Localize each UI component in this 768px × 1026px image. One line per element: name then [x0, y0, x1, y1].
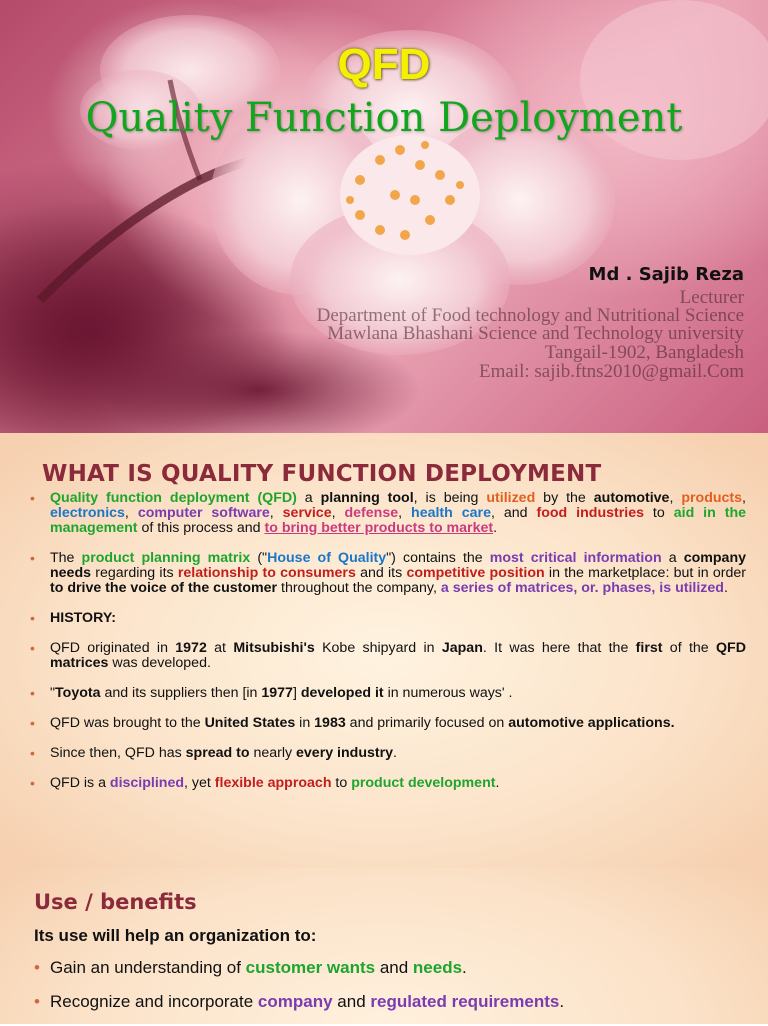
text: . It was here that the [482, 640, 636, 656]
highlight-text: product planning matrix [81, 550, 251, 566]
text: , yet [184, 775, 215, 791]
text: QFD originated in [50, 640, 176, 656]
list-item [30, 776, 746, 791]
text: The [50, 550, 82, 566]
text: of this process and [137, 520, 265, 536]
slide-subtitle: Quality Function Deployment [85, 95, 683, 141]
bold-text: 1983 [314, 715, 346, 731]
text: . [559, 992, 565, 1011]
text: of the [662, 640, 717, 656]
highlight-text: needs [412, 958, 463, 977]
text: nearly [249, 745, 297, 761]
text: in [295, 715, 315, 731]
text: QFD was brought to the [50, 715, 205, 731]
highlight-text: service [282, 505, 332, 521]
text: and its [355, 565, 407, 581]
text: . [493, 520, 498, 536]
text: at [206, 640, 234, 656]
list-item [30, 611, 746, 626]
text: , [669, 490, 682, 506]
text: by the [535, 490, 594, 506]
text: was developed. [108, 655, 211, 671]
lead-text: Its use will help an organization to: [34, 926, 317, 945]
text: a [661, 550, 684, 566]
text: (" [250, 550, 268, 566]
bold-text: developed it [300, 685, 384, 701]
list-item [30, 551, 746, 596]
text: Since then, QFD has [50, 745, 186, 761]
text: to [331, 775, 352, 791]
text: , [742, 490, 746, 506]
bold-text: QFD matrices [50, 640, 746, 671]
list-item [34, 992, 754, 1012]
author-name: Md . Sajib Reza [588, 264, 744, 285]
title-slide [0, 0, 768, 433]
bold-text: planning tool [320, 490, 414, 506]
definition-slide [0, 433, 768, 868]
highlight-text: most critical information [489, 550, 662, 566]
bold-text: spread to [185, 745, 250, 761]
text: ") contains the [386, 550, 490, 566]
highlight-text: a series of matrices, or. phases, is utilized [440, 580, 724, 596]
highlight-text: company [257, 992, 333, 1011]
text: Kobe shipyard in [314, 640, 442, 656]
highlight-text: disciplined [109, 775, 185, 791]
benefits-slide [0, 868, 768, 1024]
text: to [643, 505, 674, 521]
highlight-text: defense [344, 505, 399, 521]
highlight-text: product development [351, 775, 496, 791]
bullet-list [34, 958, 754, 1026]
slide-heading: WHAT IS QUALITY FUNCTION DEPLOYMENT [42, 461, 602, 487]
author-position: Lecturer [679, 287, 744, 308]
highlight-text: to bring better products to market [264, 520, 494, 536]
text: regarding its [91, 565, 178, 581]
author-department: Department of Food technology and Nutritional Science [316, 305, 744, 326]
text: . [723, 580, 728, 596]
text: Gain an understanding of [50, 958, 246, 977]
highlight-text: relationship to consumers [177, 565, 356, 581]
list-item [30, 491, 746, 536]
text: and its suppliers then [in [100, 685, 262, 701]
slide-heading: Use / benefits [34, 890, 197, 914]
highlight-text: flexible approach [214, 775, 332, 791]
text: , [269, 505, 283, 521]
bold-text: automotive [593, 490, 670, 506]
list-item [30, 641, 746, 671]
list-item [34, 958, 754, 978]
highlight-text: Quality function deployment (QFD) [50, 490, 297, 506]
author-address: Tangail-1902, Bangladesh [544, 342, 744, 363]
bold-text: to drive the voice of the customer [50, 580, 278, 596]
text: and [375, 958, 413, 977]
list-item [30, 686, 746, 701]
bold-text: Mitsubishi's [233, 640, 315, 656]
author-university: Mawlana Bhashani Science and Technology university [327, 323, 744, 344]
bold-text: United States [204, 715, 296, 731]
slide-title: QFD [337, 40, 431, 89]
highlight-text: House of Quality [267, 550, 387, 566]
highlight-text: aid in the management [50, 505, 747, 536]
highlight-text: products [681, 490, 743, 506]
bold-text: Japan [441, 640, 483, 656]
author-email: Email: sajib.ftns2010@gmail.Com [478, 361, 744, 382]
highlight-text: electronics [50, 505, 125, 521]
bold-text: first [635, 640, 663, 656]
bold-text: company needs [50, 550, 747, 581]
bold-text: 1977 [261, 685, 293, 701]
text: . [393, 745, 397, 761]
list-item [30, 716, 746, 731]
bold-text: HISTORY: [50, 610, 116, 626]
bold-text: automotive applications. [508, 715, 675, 731]
list-item [30, 746, 746, 761]
text: , is being [413, 490, 487, 506]
highlight-text: food industries [536, 505, 644, 521]
text: " [50, 685, 56, 701]
highlight-text: utilized [486, 490, 536, 506]
highlight-text: customer wants [245, 958, 376, 977]
text: , and [490, 505, 537, 521]
highlight-text: computer software [137, 505, 270, 521]
text: and [332, 992, 371, 1011]
text: , [331, 505, 345, 521]
bold-text: every industry [296, 745, 394, 761]
text: in numerous ways' . [383, 685, 513, 701]
text: , [124, 505, 138, 521]
text: Recognize and incorporate [50, 992, 258, 1011]
text: . [462, 958, 467, 977]
text: , [398, 505, 412, 521]
text: in the marketplace: but in order [544, 565, 746, 581]
text: throughout the company, [277, 580, 441, 596]
bullet-list [30, 491, 746, 806]
highlight-text: regulated requirements [370, 992, 560, 1011]
text: ] [292, 685, 301, 701]
text: QFD is a [50, 775, 110, 791]
text: and primarily focused on [345, 715, 509, 731]
text: a [296, 490, 321, 506]
bold-text: 1972 [175, 640, 207, 656]
bold-text: Toyota [55, 685, 101, 701]
highlight-text: competitive position [406, 565, 545, 581]
text: . [495, 775, 500, 791]
highlight-text: health care [411, 505, 491, 521]
